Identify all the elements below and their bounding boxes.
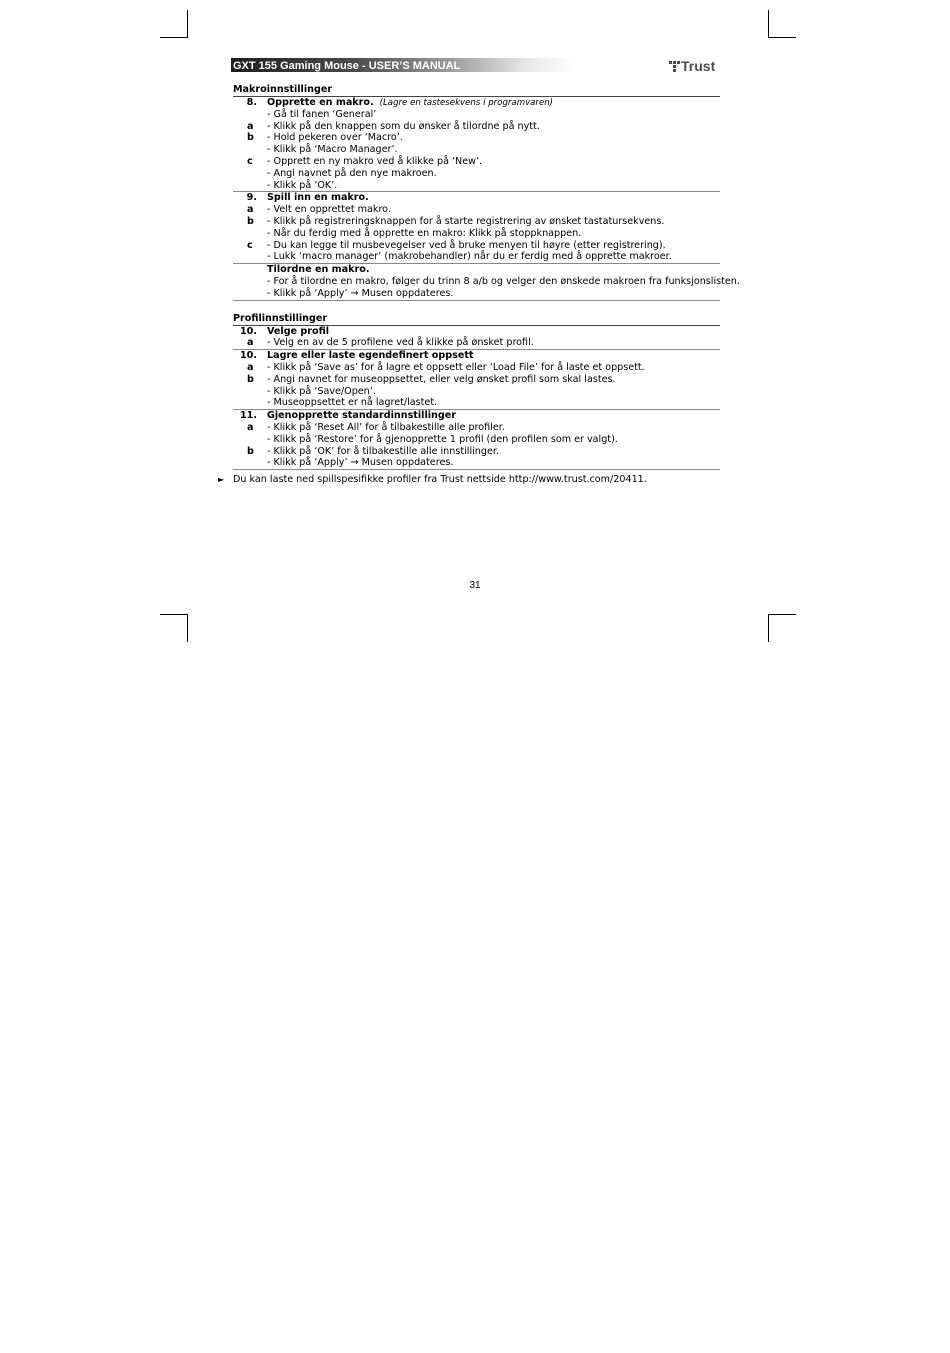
step-number: 11. [240,410,257,422]
instruction-row [233,362,720,374]
step-heading [267,264,720,276]
step-letter: a [247,120,254,132]
instruction-row [233,144,720,156]
crop-mark-top-right-h [768,37,796,38]
instruction-row [233,251,720,263]
note-text: Du kan laste ned spillspesifikke profiler fra Trust nettside http://www.trust.com/20411. [233,474,647,485]
section-gap [233,301,720,313]
step-letter: b [247,445,254,457]
step-letter: c [247,239,253,251]
step-heading [267,192,720,204]
instruction-text [267,434,720,446]
instruction-row [233,168,720,180]
instruction-row [233,446,720,458]
step-note: (Lagre en tastesekvens i programvaren) [379,98,554,108]
row-text: - Klikk på den knappen som du ønsker å tilordne på nytt. [267,120,540,132]
step-letter [233,264,267,276]
instructions-content [233,84,740,470]
row-text: - Angi navnet for museoppsettet, eller velg ønsket profil som skal lastes. [267,373,616,385]
instruction-step [233,326,720,351]
download-note [218,474,647,486]
crop-mark-bottom-right-v [768,614,769,642]
instruction-row [233,397,720,409]
step-letter [233,434,267,446]
instruction-row [233,457,720,469]
row-text: - Hold pekeren over ‘Macro’. [267,132,403,144]
step-letter [233,228,267,240]
step-letter: a [247,421,254,433]
row-text: - For å tilordne en makro, følger du trinn 8 a/b og velger den ønskede makroen fra funksjonslisten. [267,275,740,287]
row-text: Gjenopprette standardinnstillinger [267,410,456,422]
instruction-row [233,386,720,398]
step-letter: a [247,361,254,373]
step-heading [267,410,720,422]
instruction-text [267,109,720,121]
row-text: - Klikk på ‘Restore’ for å gjenopprette 1 profil (den profilen som er valgt). [267,433,618,445]
row-text: - Klikk på ‘OK’. [267,179,338,191]
instruction-text [267,168,720,180]
instruction-row [233,121,720,133]
crop-mark-top-left-h [160,37,188,38]
row-text: Lagre eller laste egendefinert oppsett [267,350,474,362]
instruction-row [233,264,720,276]
instruction-row [233,374,720,386]
row-text: - Velg en av de 5 profilene ved å klikke på ønsket profil. [267,337,534,349]
row-text: - Klikk på ‘OK’ for å tilbakestille alle innstillinger. [267,445,499,457]
step-number: 10. [240,350,257,362]
page-number: 31 [469,580,481,591]
instruction-row [233,337,720,349]
crop-mark-bottom-left-v [187,614,188,642]
instruction-text [267,386,720,398]
step-letter: a [247,337,254,349]
row-text: Velge profil [267,325,329,337]
instruction-text [267,228,720,240]
instruction-row [233,434,720,446]
instruction-row [233,422,720,434]
crop-mark-top-left-v [187,10,188,38]
step-number: 8. [246,97,257,108]
header-title: GXT 155 Gaming Mouse - USER’S MANUAL [233,60,461,72]
step-letter [233,109,267,121]
step-letter [233,144,267,156]
instruction-text [267,397,720,409]
instruction-text [267,446,720,458]
instruction-row [233,288,720,300]
instruction-text [267,204,720,216]
step-letter [233,397,267,409]
section-title: Makroinnstillinger [233,84,720,97]
instruction-text [267,216,720,228]
crop-mark-bottom-left-h [160,614,188,615]
crop-mark-bottom-right-h [768,614,796,615]
section-title: Profilinnstillinger [233,313,720,326]
instruction-row [233,240,720,252]
step-heading [267,350,720,362]
step-number: 9. [246,192,257,204]
instruction-row [233,410,720,422]
step-heading [267,97,720,109]
row-text: - Når du ferdig med å opprette en makro: Klikk på stoppknappen. [267,227,582,239]
row-text: - Klikk på ‘Apply’ → Musen oppdateres. [267,287,454,299]
row-text: - Lukk ‘macro manager’ (makrobehandler) når du er ferdig med å opprette makroer. [267,251,672,263]
instruction-text [267,121,720,133]
row-text: - Klikk på ‘Save as’ for å lagre et oppsett eller ‘Load File’ for å laste et oppsett. [267,361,645,373]
instruction-row [233,228,720,240]
trust-logo [668,57,720,73]
instruction-step [233,192,720,264]
step-letter: b [247,215,254,227]
crop-mark-top-right-v [768,10,769,38]
instruction-row [233,216,720,228]
step-letter: b [247,373,254,385]
row-text: - Opprett en ny makro ved å klikke på ‘New’. [267,155,483,167]
instruction-row [233,132,720,144]
instruction-step [233,97,720,192]
row-text: - Du kan legge til musbevegelser ved å bruke menyen til høyre (etter registrering). [267,239,666,251]
step-heading [267,326,720,338]
row-text: - Klikk på ‘Apply’ → Musen oppdateres. [267,457,454,469]
instruction-row [233,97,720,109]
row-text: - Gå til fanen ‘General’ [267,108,377,120]
row-text: Spill inn en makro. [267,192,369,204]
instruction-text [267,288,720,300]
instruction-text [267,240,720,252]
instruction-text [267,457,720,469]
row-text: - Velt en opprettet makro. [267,204,391,216]
row-text: Opprette en makro. [267,97,374,108]
instruction-text [267,180,720,192]
step-letter [233,168,267,180]
step-letter [233,386,267,398]
row-text: - Museoppsettet er nå lagret/lastet. [267,397,438,409]
step-letter [233,288,267,300]
instruction-text [267,374,720,386]
instruction-text [267,422,720,434]
step-letter: a [247,204,254,216]
row-text: - Klikk på ‘Reset All’ for å tilbakestille alle profiler. [267,421,505,433]
instruction-text [267,156,720,168]
instruction-row [233,326,720,338]
step-letter [233,276,267,288]
instruction-row [233,204,720,216]
instruction-row [233,180,720,192]
logo-wordmark: Trust [681,58,716,73]
step-letter [233,457,267,469]
instruction-text [267,144,720,156]
triangle-right-icon: ► [218,475,225,484]
instruction-row [233,156,720,168]
instruction-text [267,132,720,144]
row-text: - Klikk på ‘Save/Open’. [267,385,376,397]
row-text: - Klikk på ‘Macro Manager’. [267,144,398,156]
row-text: Tilordne en makro. [267,264,370,276]
step-letter: c [247,155,253,167]
instruction-text [267,337,720,349]
instruction-text [267,251,720,263]
instruction-step [233,410,720,470]
instruction-row [233,350,720,362]
instruction-row [233,275,740,288]
instruction-text [267,276,740,288]
row-text: - Angi navnet på den nye makroen. [267,167,437,179]
instruction-text [267,362,720,374]
instruction-step [233,350,720,410]
step-letter [233,251,267,263]
step-letter [233,180,267,192]
step-letter: b [247,132,254,144]
instruction-row [233,192,720,204]
instruction-row [233,109,720,121]
instruction-step [233,264,740,300]
row-text: - Klikk på registreringsknappen for å starte registrering av ønsket tastatursekvens. [267,215,665,227]
step-number: 10. [240,325,257,337]
